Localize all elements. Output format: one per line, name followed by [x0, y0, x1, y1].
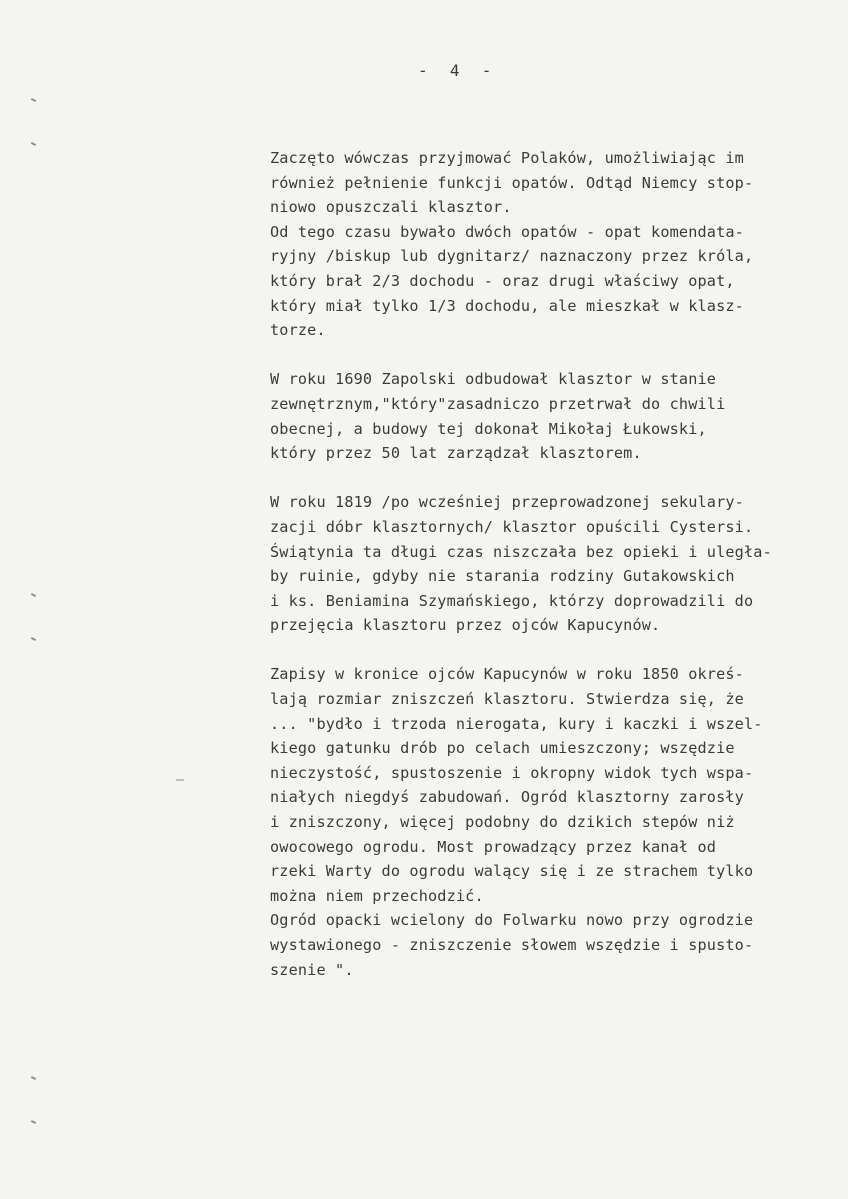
typed-body-text [270, 146, 830, 982]
text-line: szenie ". [270, 960, 354, 979]
page-number: - 4 - [418, 61, 493, 80]
text-line: torze. [270, 321, 326, 340]
text-line: Świątynia ta długi czas niszczała bez opieki i uległa- [270, 542, 772, 561]
text-line: zewnętrznym,"który"zasadniczo przetrwał do chwili [270, 394, 726, 413]
text-line: Zapisy w kronice ojców Kapucynów w roku 1850 okreś- [270, 665, 744, 684]
text-line: przejęcia klasztoru przez ojców Kapucynów. [270, 616, 661, 635]
text-line: niowo opuszczali klasztor. [270, 198, 512, 217]
left-margin-mark [31, 98, 36, 102]
text-line: i ks. Beniamina Szymańskiego, którzy doprowadzili do [270, 591, 754, 610]
text-line: owocowego ogrodu. Most prowadzący przez kanał od [270, 837, 717, 856]
paragraph-1850-chronicle [270, 662, 830, 982]
text-line: rzeki Warty do ogrodu walący się i ze strachem tylko [270, 862, 754, 881]
text-line: lają rozmiar zniszczeń klasztoru. Stwierdza się, że [270, 690, 744, 709]
text-line: zacji dóbr klasztornych/ klasztor opuścili Cystersi. [270, 517, 754, 536]
text-line: który przez 50 lat zarządzał klasztorem. [270, 444, 642, 463]
text-line: Zaczęto wówczas przyjmować Polaków, umożliwiając im [270, 149, 744, 167]
paragraph-1819-secularization [270, 490, 830, 638]
left-margin-mark [31, 142, 36, 146]
text-line: Od tego czasu bywało dwóch opatów - opat komendata- [270, 222, 744, 241]
text-line: ... "bydło i trzoda nierogata, kury i kaczki i wszel- [270, 714, 763, 733]
text-line: niałych niegdyś zabudowań. Ogród klasztorny zarosły [270, 788, 744, 807]
left-margin-mark [31, 1076, 36, 1080]
text-line: wystawionego - zniszczenie słowem wszędzie i spusto- [270, 936, 754, 954]
text-line: również pełnienie funkcji opatów. Odtąd Niemcy stop- [270, 173, 754, 192]
text-line: który miał tylko 1/3 dochodu, ale mieszkał w klasz- [270, 296, 744, 315]
paragraph-cistercian-abbots [270, 146, 830, 343]
text-line: obecnej, a budowy tej dokonał Mikołaj Łukowski, [270, 419, 707, 438]
text-line: kiego gatunku drób po celach umieszczony; wszędzie [270, 739, 735, 758]
left-margin-mark [31, 637, 36, 641]
text-line: ryjny /biskup lub dygnitarz/ naznaczony przez króla, [270, 247, 754, 266]
text-line: można niem przechodzić. [270, 886, 484, 905]
text-line: który brał 2/3 dochodu - oraz drugi właściwy opat, [270, 271, 735, 290]
text-line: Ogród opacki wcielony do Folwarku nowo przy ogrodzie [270, 911, 754, 930]
paragraph-1690-rebuild [270, 367, 830, 465]
text-line: nieczystość, spustoszenie i okropny widok tych wspa- [270, 763, 754, 782]
text-line: i zniszczony, więcej podobny do dzikich stepów niż [270, 813, 735, 832]
text-line: by ruinie, gdyby nie starania rodziny Gutakowskich [270, 567, 735, 586]
text-line: W roku 1690 Zapolski odbudował klasztor w stanie [270, 370, 717, 389]
left-margin-mark [176, 779, 184, 781]
left-margin-mark [31, 1120, 36, 1124]
text-line: W roku 1819 /po wcześniej przeprowadzonej sekulary- [270, 493, 744, 512]
left-margin-mark [31, 593, 36, 597]
